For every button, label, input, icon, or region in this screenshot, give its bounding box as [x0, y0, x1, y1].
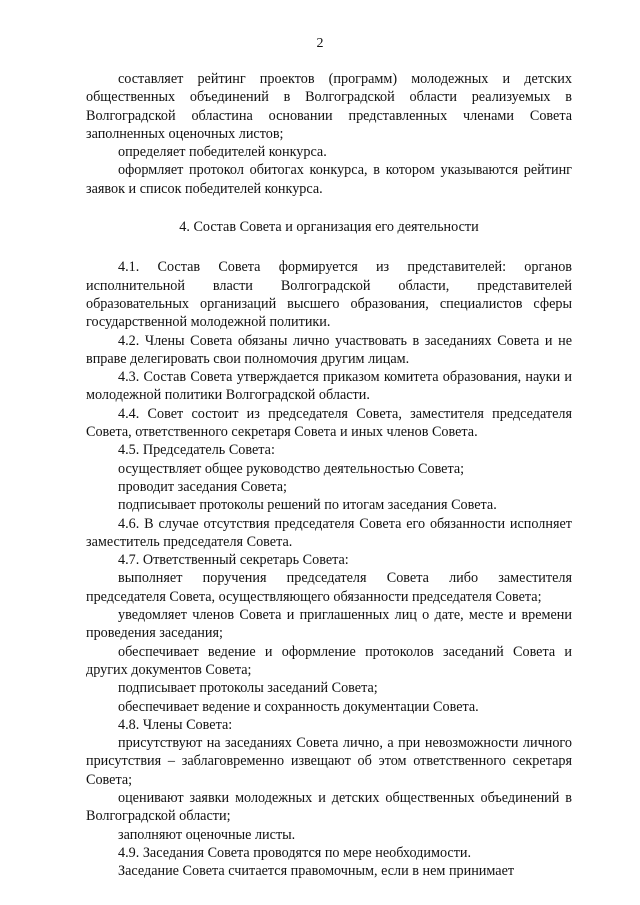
- paragraph: 4.1. Состав Совета формируется из представителей: органов исполнительной власти Волгоградской области, представителей образовательных организаций высшего образования, специалистов сферы государственной молодежной политики.: [86, 259, 572, 331]
- paragraph: определяет победителей конкурса.: [118, 144, 327, 161]
- paragraph: Заседание Совета считается правомочным, если в нем принимает: [118, 863, 515, 880]
- paragraph: 4.2. Члены Совета обязаны лично участвовать в заседаниях Совета и не вправе делегировать свои полномочия другим лицам.: [86, 332, 572, 367]
- paragraph: оформляет протокол обитогах конкурса, в котором указываются рейтинг заявок и список победителей конкурса.: [86, 162, 572, 197]
- paragraph: 4.7. Ответственный секретарь Совета:: [118, 552, 349, 569]
- paragraph: подписывает протоколы решений по итогам заседания Совета.: [118, 497, 497, 514]
- paragraph: проводит заседания Совета;: [118, 478, 287, 495]
- paragraph: 4.8. Члены Совета:: [118, 716, 233, 733]
- paragraph: 4.9. Заседания Совета проводятся по мере необходимости.: [118, 844, 472, 861]
- paragraph: оценивают заявки молодежных и детских общественных объединений в Волгоградской области;: [86, 789, 572, 825]
- paragraph: уведомляет членов Совета и приглашенных лиц о дате, месте и времени проведения заседания;: [86, 607, 572, 642]
- paragraph: 4.4. Совет состоит из председателя Совета, заместителя председателя Совета, ответственного секретаря Совета и иных членов Совета.: [86, 405, 572, 441]
- paragraph: подписывает протоколы заседаний Совета;: [118, 680, 378, 697]
- paragraph: 4.3. Состав Совета утверждается приказом комитета образования, науки и молодежной политики Волгоградской области.: [86, 369, 572, 404]
- page-number: 2: [316, 36, 324, 51]
- paragraph: выполняет поручения председателя Совета либо заместителя председателя Совета, осуществляющего обязанности председателя Совета;: [86, 570, 572, 605]
- document-body: [86, 70, 572, 880]
- paragraph: 4.6. В случае отсутствия председателя Совета его обязанности исполняет заместитель председателя Совета.: [86, 515, 572, 550]
- section-heading: 4. Состав Совета и организация его деятельности: [179, 219, 479, 236]
- paragraph: 4.5. Председатель Совета:: [118, 442, 275, 459]
- paragraph: обеспечивает ведение и сохранность документации Совета.: [118, 698, 479, 715]
- paragraph: осуществляет общее руководство деятельностью Совета;: [118, 460, 465, 477]
- paragraph: заполняют оценочные листы.: [118, 826, 296, 843]
- paragraph: присутствуют на заседаниях Совета лично, а при невозможности личного присутствия – заблаговременно извещают об этом ответственного секретаря Совета;: [86, 735, 572, 788]
- paragraph: составляет рейтинг проектов (программ) молодежных и детских общественных объединений в Волгоградской области реализуемых в Волгоградской областина основании представленных членами Совета заполненных оценочных листов;: [86, 71, 572, 142]
- paragraph: обеспечивает ведение и оформление протоколов заседаний Совета и других документов Совета;: [86, 643, 572, 678]
